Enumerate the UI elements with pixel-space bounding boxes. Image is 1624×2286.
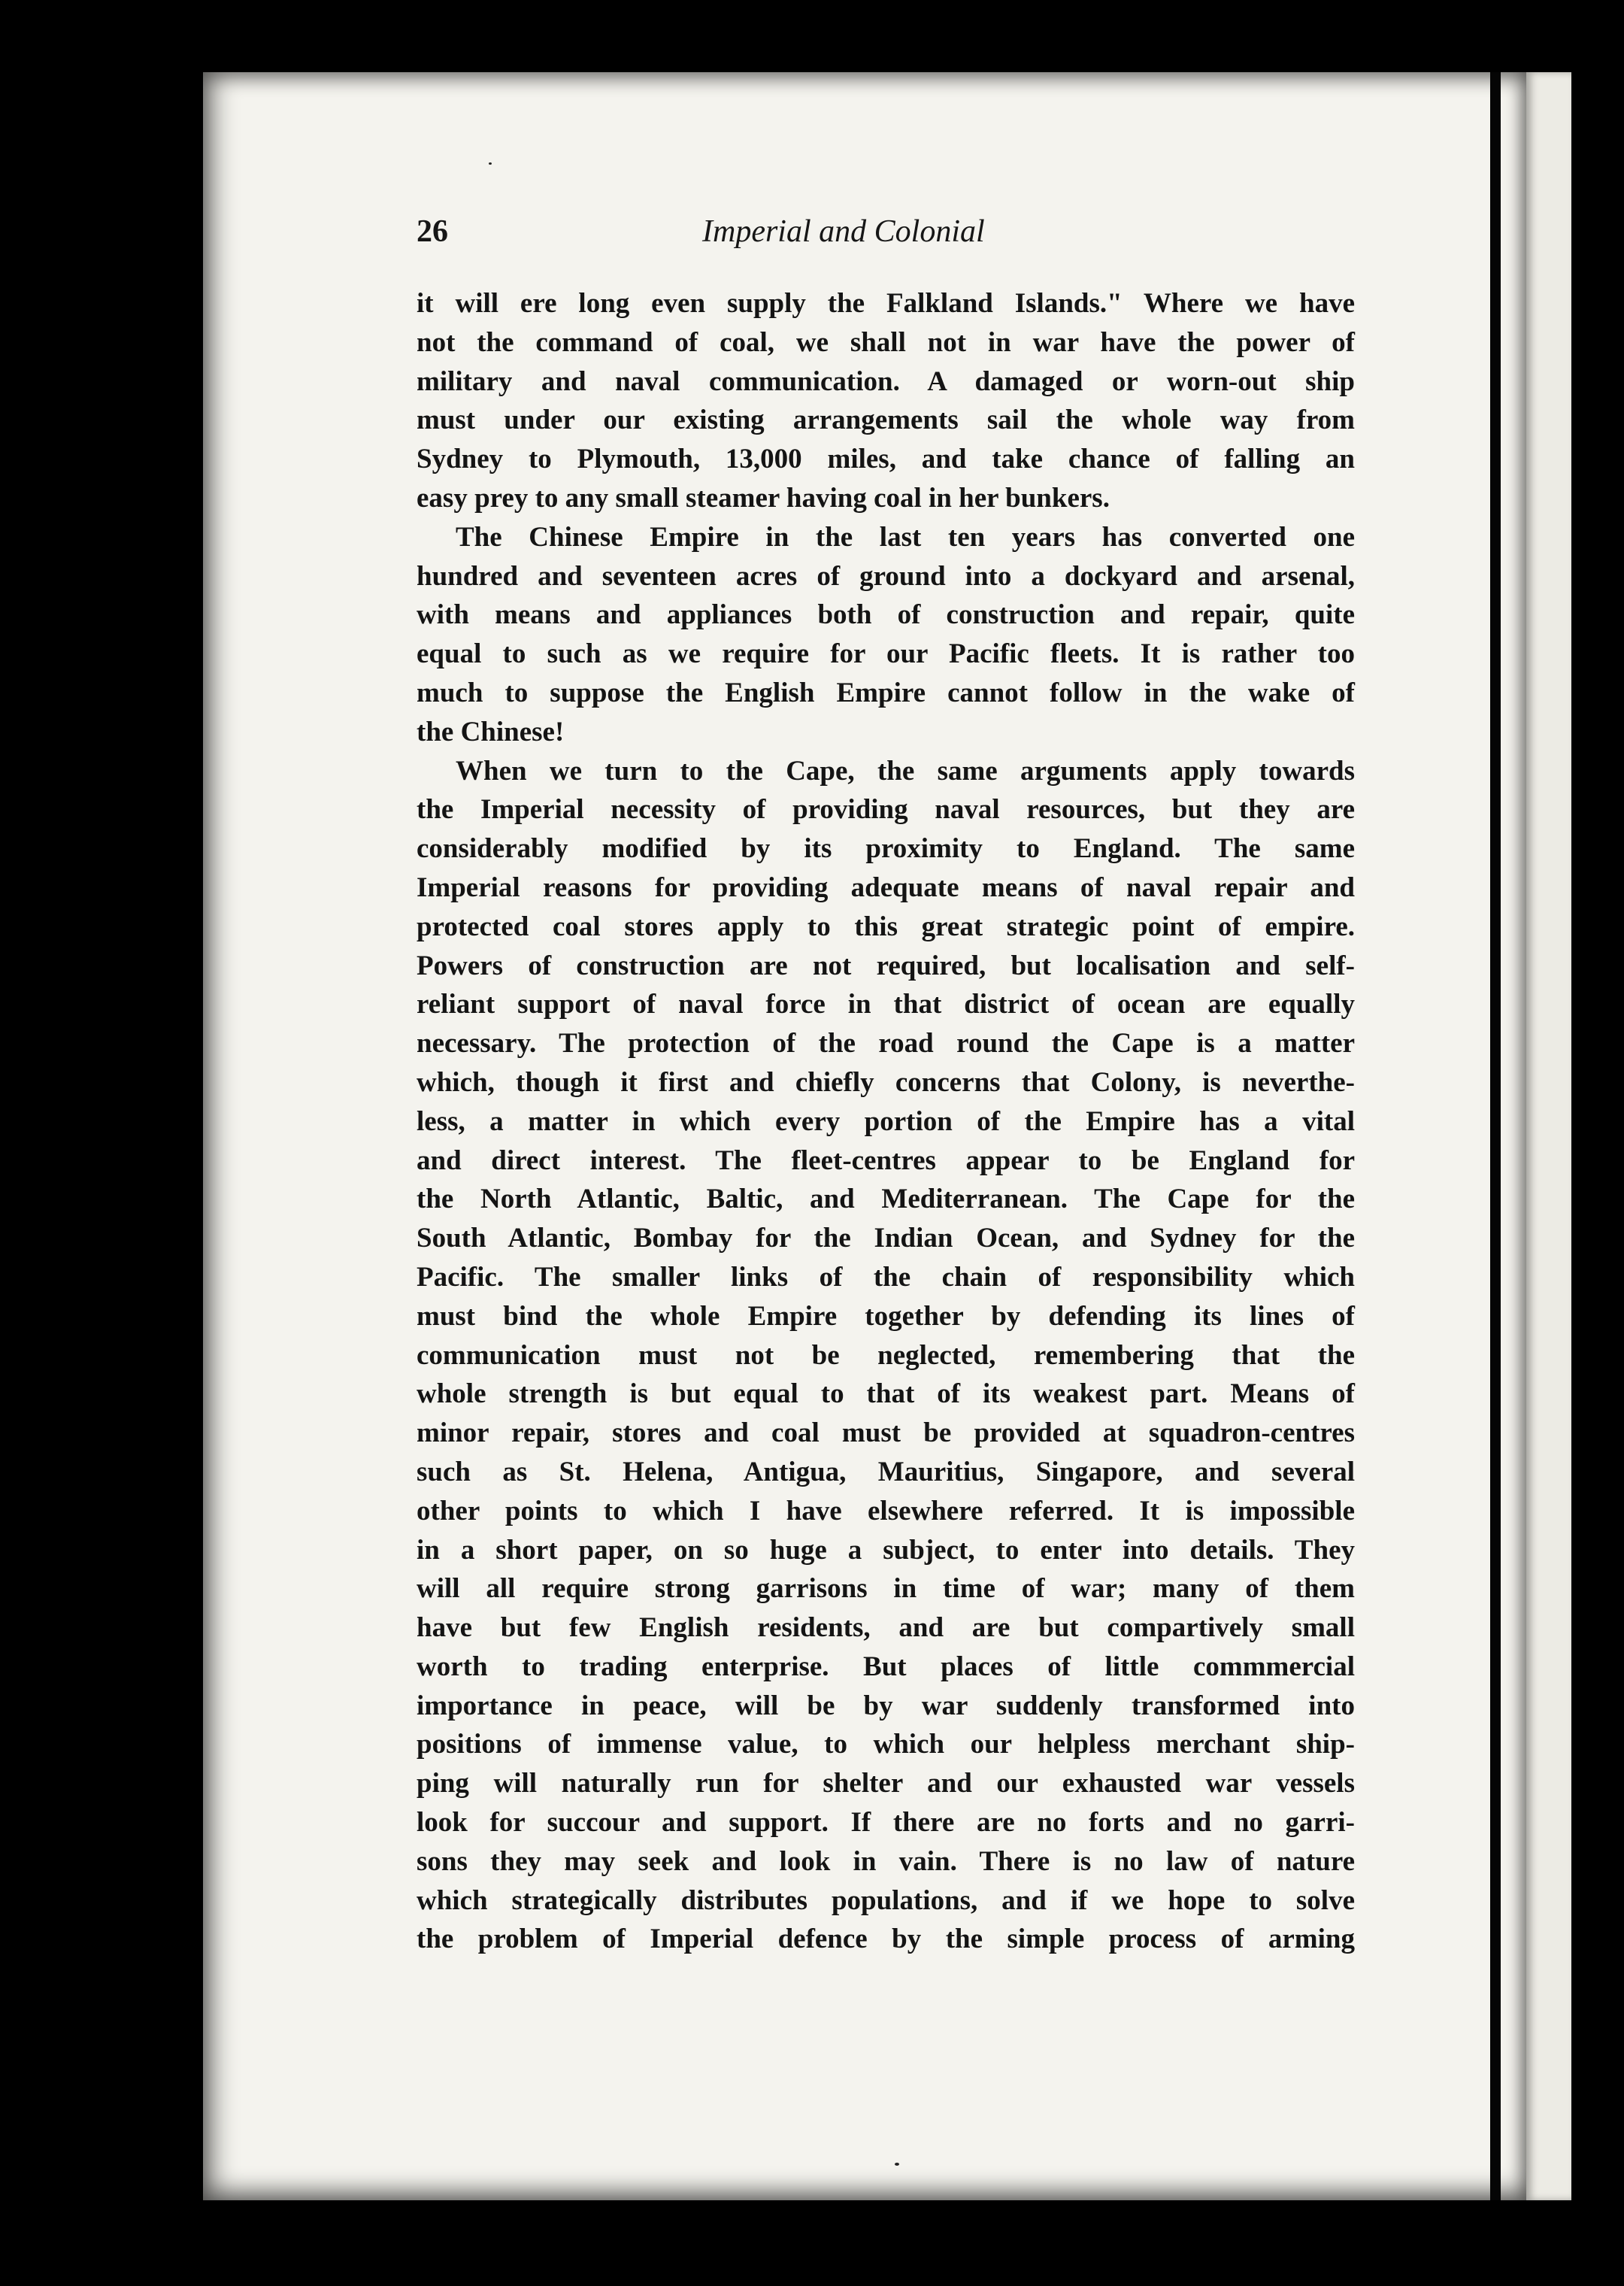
text-line: such as St. Helena, Antigua, Mauritius, Singapore, and several xyxy=(417,1456,1355,1487)
text-line: worth to trading enterprise. But places of little commmercial xyxy=(417,1651,1355,1682)
text-line: the Chinese! xyxy=(417,716,565,747)
text-line: the North Atlantic, Baltic, and Mediterranean. The Cape for the xyxy=(417,1184,1355,1215)
text-line: whole strength is but equal to that of its weakest part. Means of xyxy=(417,1378,1355,1410)
text-line: positions of immense value, to which our helpless merchant ship- xyxy=(417,1729,1355,1760)
text-line: sons they may seek and look in vain. There is no law of nature xyxy=(417,1845,1355,1877)
body-text xyxy=(417,284,1355,1959)
text-line: considerably modified by its proximity to England. The same xyxy=(417,833,1355,865)
text-line: The Chinese Empire in the last ten years has converted one xyxy=(456,521,1355,553)
text-line: will all require strong garrisons in time of war; many of them xyxy=(417,1573,1355,1605)
text-line: the Imperial necessity of providing naval resources, but they are xyxy=(417,794,1355,826)
text-line: Pacific. The smaller links of the chain of responsibility which xyxy=(417,1261,1355,1293)
running-header xyxy=(417,214,1356,259)
text-line: Imperial reasons for providing adequate means of naval repair and xyxy=(417,872,1355,903)
text-line: and direct interest. The fleet-centres appear to be England for xyxy=(417,1145,1355,1176)
text-line: much to suppose the English Empire cannot follow in the wake of xyxy=(417,677,1355,708)
text-line: reliant support of naval force in that district of ocean are equally xyxy=(417,989,1355,1020)
text-line: the problem of Imperial defence by the simple process of arming xyxy=(417,1924,1355,1955)
text-line: look for succour and support. If there are no forts and no garri- xyxy=(417,1807,1355,1839)
text-line: minor repair, stores and coal must be provided at squadron-centres xyxy=(417,1417,1355,1449)
text-line: it will ere long even supply the Falkland Islands." Where we have xyxy=(417,288,1355,319)
text-line: necessary. The protection of the road round the Cape is a matter xyxy=(417,1028,1355,1060)
text-line: have but few English residents, and are but compartively small xyxy=(417,1612,1355,1644)
page-number: 26 xyxy=(417,214,448,249)
scan-speck xyxy=(895,2163,899,2166)
text-line: other points to which I have elsewhere referred. It is impossible xyxy=(417,1495,1355,1527)
text-line: which, though it first and chiefly concerns that Colony, is neverthe- xyxy=(417,1066,1355,1098)
running-title: Imperial and Colonial xyxy=(702,214,985,249)
text-line: communication must not be neglected, remembering that the xyxy=(417,1339,1355,1371)
text-line: less, a matter in which every portion of the Empire has a vital xyxy=(417,1105,1355,1137)
text-line: South Atlantic, Bombay for the Indian Ocean, and Sydney for the xyxy=(417,1223,1355,1254)
text-line: with means and appliances both of construction and repair, quite xyxy=(417,599,1355,631)
scan-speck xyxy=(489,162,492,165)
text-line: equal to such as we require for our Pacific fleets. It is rather too xyxy=(417,638,1355,670)
text-line: military and naval communication. A damaged or worn-out ship xyxy=(417,365,1355,397)
text-line: easy prey to any small steamer having coal in her bunkers. xyxy=(417,482,1110,514)
page-gutter xyxy=(1490,72,1501,2200)
text-line: ping will naturally run for shelter and our exhausted war vessels xyxy=(417,1768,1355,1799)
text-line: hundred and seventeen acres of ground into a dockyard and arsenal, xyxy=(417,560,1355,592)
text-line: importance in peace, will be by war suddenly transformed into xyxy=(417,1690,1355,1721)
text-line: which strategically distributes populations, and if we hope to solve xyxy=(417,1884,1355,1916)
text-line: in a short paper, on so huge a subject, to enter into details. They xyxy=(417,1534,1355,1566)
text-line: protected coal stores apply to this great strategic point of empire. xyxy=(417,911,1355,942)
text-line: Powers of construction are not required, but localisation and self- xyxy=(417,950,1355,981)
text-line: must under our existing arrangements sail the whole way from xyxy=(417,405,1355,436)
text-line: Sydney to Plymouth, 13,000 miles, and take chance of falling an xyxy=(417,444,1355,475)
facing-page-edge xyxy=(1526,72,1571,2200)
text-line: must bind the whole Empire together by defending its lines of xyxy=(417,1300,1355,1332)
text-line: not the command of coal, we shall not in war have the power of xyxy=(417,326,1355,358)
text-line: When we turn to the Cape, the same arguments apply towards xyxy=(456,755,1355,787)
